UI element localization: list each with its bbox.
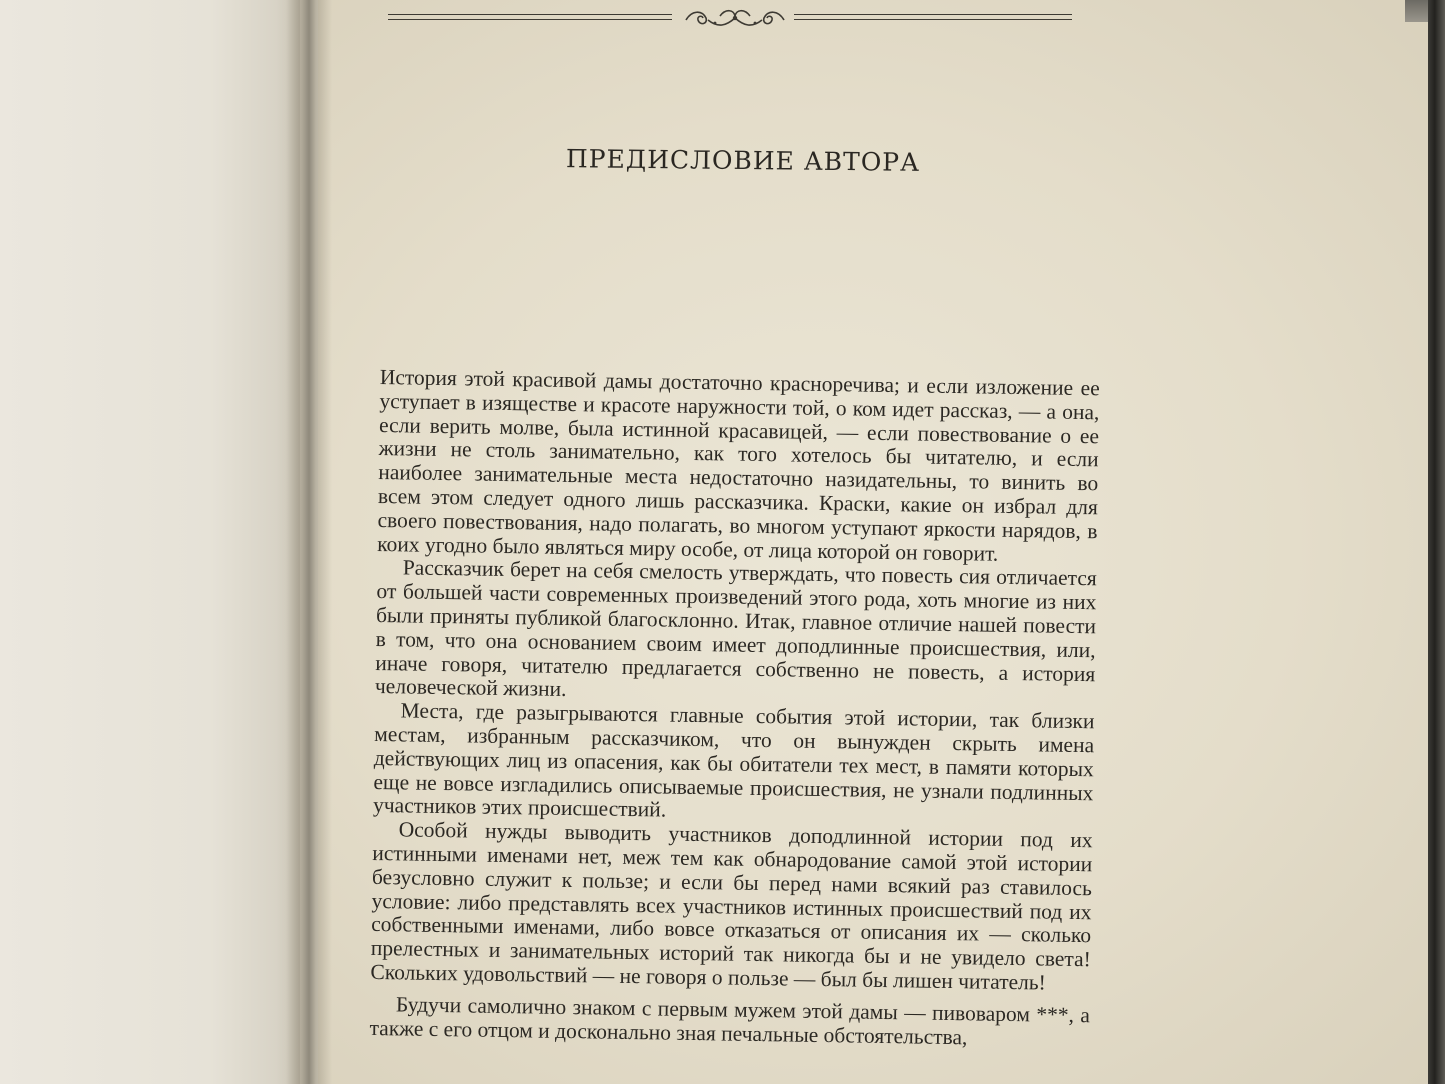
left-blank-page — [0, 0, 300, 1084]
header-ornament-icon — [680, 4, 790, 32]
header-rule-right — [794, 14, 1072, 20]
body-text — [369, 366, 1100, 1052]
book-cover-edge — [1428, 0, 1445, 1084]
page-title: ПРЕДИСЛОВИЕ АВТОРА — [565, 144, 921, 177]
book-spine-gutter — [286, 0, 332, 1084]
paragraph-5: Будучи самолично знаком с первым мужем этой дамы — пивоваром ***, а также с его отцом и досконально зная печальные обстоятельства, — [369, 992, 1091, 1049]
paragraph-1: История этой красивой дамы достаточно красноречива; и если изложение ее уступает в изяществе и красоте наружности той, о ком идет рассказ, — а она, если верить молве, была истинной красавицей, — если повествование о ее жизни не столь занимательно, как того хотелось бы читателю, и если наиболее занимательные места недостаточно назидательны, то винить во всем этом следует одного лишь рассказчика. Краски, какие он избрал для своего повествования, надо полагать, во многом уступают яркости нарядов, в коих угодно было являться миру особе, от лица которой он говорит. — [377, 365, 1100, 566]
paragraph-3: Места, где разыгрываются главные события этой истории, так близки местам, избранным рассказчиком, что он вынужден скрыть имена действующих лиц из опасения, как бы обитатели тех мест, в памяти которых еще не вовсе изгладились описываемые происшествия, не узнали подлинных участников этих происшествий. — [372, 698, 1095, 822]
paragraph-4: Особой нужды выводить участников доподлинной истории под их истинными именами нет, меж тем как обнародование самой этой истории безусловно служит к пользе; и если бы перед нами всякий раз ставилось условие: либо представлять всех участников истинных происшествий под их собственными именами, либо вовсе отказаться от описания их — сколько прелестных и занимательных историй так никогда бы и не увидело света! Скольких удовольствий — не говоря о пользе — был бы лишен читатель! — [370, 817, 1093, 995]
paragraph-2: Рассказчик берет на себя смелость утверждать, что повесть сия отличается от большей части современных произведений этого рода, хоть многие из них были приняты публикой благосклонно. Итак, главное отличие нашей повести в том, что она основанием своим имеет доподлинные происшествия, или, иначе говоря, читателю предлагается собственно не повесть, а история человеческой жизни. — [374, 555, 1097, 702]
header-rule-left — [388, 14, 672, 20]
